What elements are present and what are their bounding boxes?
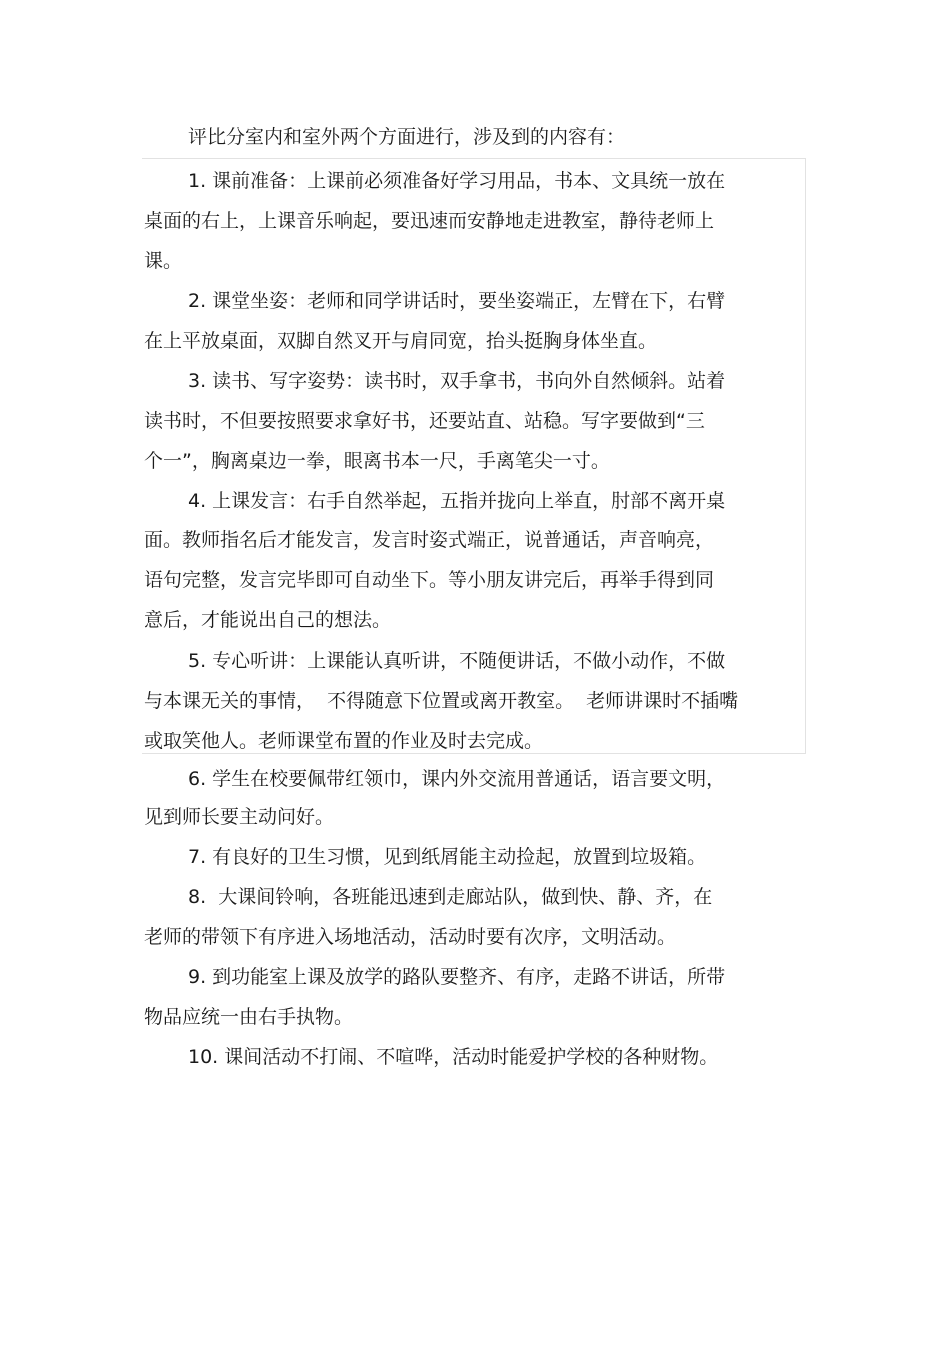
list-item-5-line-1: 5. 专心听讲：上课能认真听讲，不随便讲话，不做小动作，不做 [188, 650, 726, 672]
list-item-8-line-1: 8. 大课间铃响，各班能迅速到走廊站队，做到快、静、齐，在 [188, 886, 713, 908]
list-item-10-line-1: 10. 课间活动不打闹、不喧哗，活动时能爱护学校的各种财物。 [188, 1046, 719, 1068]
list-item-6-line-2: 见到师长要主动问好。 [144, 806, 335, 828]
list-item-1-line-2: 桌面的右上，上课音乐响起，要迅速而安静地走进教室，静待老师上 [144, 210, 715, 232]
list-item-4-line-4: 意后，才能说出自己的想法。 [144, 609, 392, 631]
list-item-2-line-1: 2. 课堂坐姿：老师和同学讲话时，要坐姿端正，左臂在下，右臂 [188, 290, 726, 312]
list-item-7-line-1: 7. 有良好的卫生习惯，见到纸屑能主动捡起，放置到垃圾箱。 [188, 846, 707, 868]
list-item-4-line-2: 面。教师指名后才能发言，发言时姿式端正，说普通话，声音响亮， [144, 529, 715, 551]
list-item-1-line-3: 课。 [144, 250, 183, 272]
list-item-3-line-3: 个一”，胸离桌边一拳，眼离书本一尺，手离笔尖一寸。 [144, 450, 610, 472]
list-item-3-line-2: 读书时，不但要按照要求拿好书，还要站直、站稳。写字要做到“三 [144, 410, 705, 432]
list-item-2-line-2: 在上平放桌面，双脚自然叉开与肩同宽，抬头挺胸身体坐直。 [144, 330, 658, 352]
list-item-9-line-1: 9. 到功能室上课及放学的路队要整齐、有序，走路不讲话，所带 [188, 966, 726, 988]
list-item-5-line-3: 或取笑他人。老师课堂布置的作业及时去完成。 [144, 730, 544, 752]
list-item-3-line-1: 3. 读书、写字姿势：读书时，双手拿书，书向外自然倾斜。站着 [188, 370, 726, 392]
list-item-4-line-3: 语句完整，发言完毕即可自动坐下。等小朋友讲完后，再举手得到同 [144, 569, 715, 591]
list-item-1-line-1: 1. 课前准备：上课前必须准备好学习用品，书本、文具统一放在 [188, 170, 726, 192]
list-item-6-line-1: 6. 学生在校要佩带红领巾，课内外交流用普通话，语言要文明， [188, 768, 726, 790]
list-item-4-line-1: 4. 上课发言：右手自然举起，五指并拢向上举直，肘部不离开桌 [188, 490, 726, 512]
list-item-9-line-2: 物品应统一由右手执物。 [144, 1006, 354, 1028]
list-item-8-line-2: 老师的带领下有序进入场地活动，活动时要有次序，文明活动。 [144, 926, 677, 948]
intro-text: 评比分室内和室外两个方面进行，涉及到的内容有： [188, 126, 626, 148]
list-item-5-line-2: 与本课无关的事情， 不得随意下位置或离开教室。 老师讲课时不插嘴 [144, 690, 739, 712]
